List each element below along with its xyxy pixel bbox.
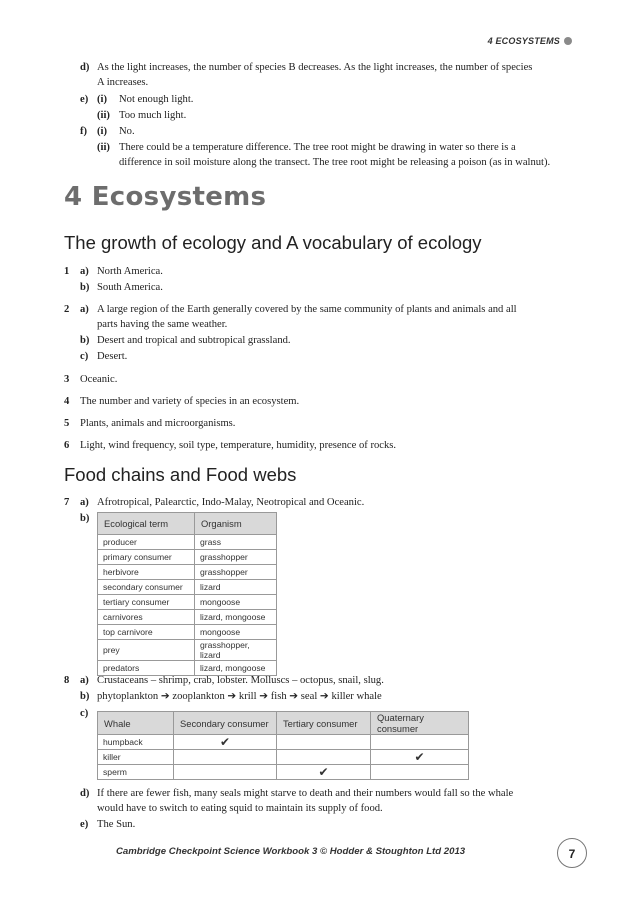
- table-cell: [371, 765, 469, 780]
- question-number: 6: [64, 440, 70, 451]
- table-header-cell: Organism: [195, 513, 277, 535]
- answer-label: b): [80, 513, 90, 524]
- table-cell: herbivore: [98, 565, 195, 580]
- section-title: Food chains and Food webs: [64, 464, 297, 485]
- table-header-row: [98, 712, 469, 735]
- table-row: [98, 535, 277, 550]
- answer-label: f): [80, 126, 88, 137]
- table-cell: [371, 735, 469, 750]
- answer-text: A increases.: [97, 77, 149, 88]
- answer-label: b): [80, 691, 90, 702]
- table-cell: grasshopper, lizard: [195, 640, 277, 661]
- table-cell: mongoose: [195, 595, 277, 610]
- table-row: [98, 735, 469, 750]
- table-cell: [277, 735, 371, 750]
- answer-text: difference in soil moisture along the transect. The tree root might be releasing a poison (as in walnut).: [119, 157, 551, 168]
- food-chain-text: phytoplankton ➔ zooplankton ➔ krill ➔ fish ➔ seal ➔ killer whale: [97, 691, 382, 702]
- answer-text: A large region of the Earth generally covered by the same community of plants and animals and all: [97, 304, 517, 315]
- question-number: 8: [64, 675, 70, 686]
- answer-label: d): [80, 788, 90, 799]
- answer-label: b): [80, 335, 90, 346]
- answer-label: e): [80, 819, 89, 830]
- table-cell: humpback: [98, 735, 174, 750]
- answer-text: North America.: [97, 266, 163, 277]
- answer-text: Light, wind frequency, soil type, temperature, humidity, presence of rocks.: [80, 440, 397, 451]
- answer-label: a): [80, 266, 89, 277]
- whale-consumer-table: [97, 711, 469, 780]
- answer-text: South America.: [97, 282, 163, 293]
- answer-label: a): [80, 304, 89, 315]
- check-icon: ✔: [174, 735, 277, 750]
- table-cell: grass: [195, 535, 277, 550]
- header-dot-icon: [564, 37, 572, 45]
- table-cell: lizard, mongoose: [195, 610, 277, 625]
- answer-text: There could be a temperature difference. The tree root might be drawing in water so there is a: [119, 142, 516, 153]
- question-number: 1: [64, 266, 70, 277]
- table-row: [98, 550, 277, 565]
- table-cell: grasshopper: [195, 565, 277, 580]
- table-cell: [277, 750, 371, 765]
- check-icon: ✔: [277, 765, 371, 780]
- table-cell: lizard: [195, 580, 277, 595]
- answer-text: Plants, animals and microorganisms.: [80, 418, 236, 429]
- table-cell: top carnivore: [98, 625, 195, 640]
- answer-sublabel: (i): [97, 94, 107, 105]
- question-number: 3: [64, 374, 70, 385]
- table-cell: [174, 750, 277, 765]
- table-header-cell: Whale: [98, 712, 174, 735]
- answer-label: b): [80, 282, 90, 293]
- answer-sublabel: (i): [97, 126, 107, 137]
- answer-text: Afrotropical, Palearctic, Indo-Malay, Neotropical and Oceanic.: [97, 497, 365, 508]
- table-cell: mongoose: [195, 625, 277, 640]
- table-header-cell: Secondary consumer: [174, 712, 277, 735]
- table-row: [98, 610, 277, 625]
- answer-label: a): [80, 675, 89, 686]
- answer-label: c): [80, 708, 89, 719]
- chapter-label: 4 ECOSYSTEMS: [487, 36, 560, 46]
- question-number: 5: [64, 418, 70, 429]
- answer-text: Desert.: [97, 351, 128, 362]
- question-number: 2: [64, 304, 70, 315]
- answer-label: e): [80, 94, 89, 105]
- answer-text: The number and variety of species in an ecosystem.: [80, 396, 300, 407]
- section-title: The growth of ecology and A vocabulary of ecology: [64, 232, 482, 253]
- answer-text: If there are fewer fish, many seals might starve to death and their numbers would fall so the whale: [97, 788, 514, 799]
- question-number: 7: [64, 497, 70, 508]
- answer-text: No.: [119, 126, 135, 137]
- table-cell: predators: [98, 661, 195, 676]
- answer-text: would have to switch to eating squid to maintain its supply of food.: [97, 803, 383, 814]
- answer-label: a): [80, 497, 89, 508]
- table-header-cell: Quaternary consumer: [371, 712, 469, 735]
- answer-label: c): [80, 351, 89, 362]
- ecological-terms-table: [97, 512, 277, 676]
- answer-text: Not enough light.: [119, 94, 194, 105]
- table-row: [98, 580, 277, 595]
- chapter-title: 4 Ecosystems: [64, 182, 267, 212]
- table-cell: primary consumer: [98, 550, 195, 565]
- table-header-row: [98, 513, 277, 535]
- table-row: [98, 750, 469, 765]
- answer-text: Crustaceans – shrimp, crab, lobster. Molluscs – octopus, snail, slug.: [97, 675, 384, 686]
- table-cell: producer: [98, 535, 195, 550]
- table-cell: secondary consumer: [98, 580, 195, 595]
- table-row: [98, 595, 277, 610]
- check-icon: ✔: [371, 750, 469, 765]
- table-cell: prey: [98, 640, 195, 661]
- question-number: 4: [64, 396, 70, 407]
- answer-sublabel: (ii): [97, 110, 110, 121]
- table-cell: grasshopper: [195, 550, 277, 565]
- answer-text: As the light increases, the number of species B decreases. As the light increases, the number of species: [97, 62, 533, 73]
- answer-text: parts having the same weather.: [97, 319, 228, 330]
- answer-text: Desert and tropical and subtropical grassland.: [97, 335, 291, 346]
- answer-label: d): [80, 62, 90, 73]
- footer-copyright: Cambridge Checkpoint Science Workbook 3 © Hodder & Stoughton Ltd 2013: [116, 846, 466, 857]
- table-row: [98, 565, 277, 580]
- table-cell: carnivores: [98, 610, 195, 625]
- table-cell: sperm: [98, 765, 174, 780]
- running-header: [488, 36, 572, 46]
- table-cell: lizard, mongoose: [195, 661, 277, 676]
- table-row: [98, 765, 469, 780]
- table-cell: [174, 765, 277, 780]
- answer-text: Too much light.: [119, 110, 187, 121]
- table-row: [98, 640, 277, 661]
- answer-text: Oceanic.: [80, 374, 118, 385]
- table-row: [98, 625, 277, 640]
- answer-sublabel: (ii): [97, 142, 110, 153]
- table-cell: killer: [98, 750, 174, 765]
- table-cell: tertiary consumer: [98, 595, 195, 610]
- page-number: 7: [557, 838, 587, 868]
- table-header-cell: Tertiary consumer: [277, 712, 371, 735]
- answer-text: The Sun.: [97, 819, 136, 830]
- table-header-cell: Ecological term: [98, 513, 195, 535]
